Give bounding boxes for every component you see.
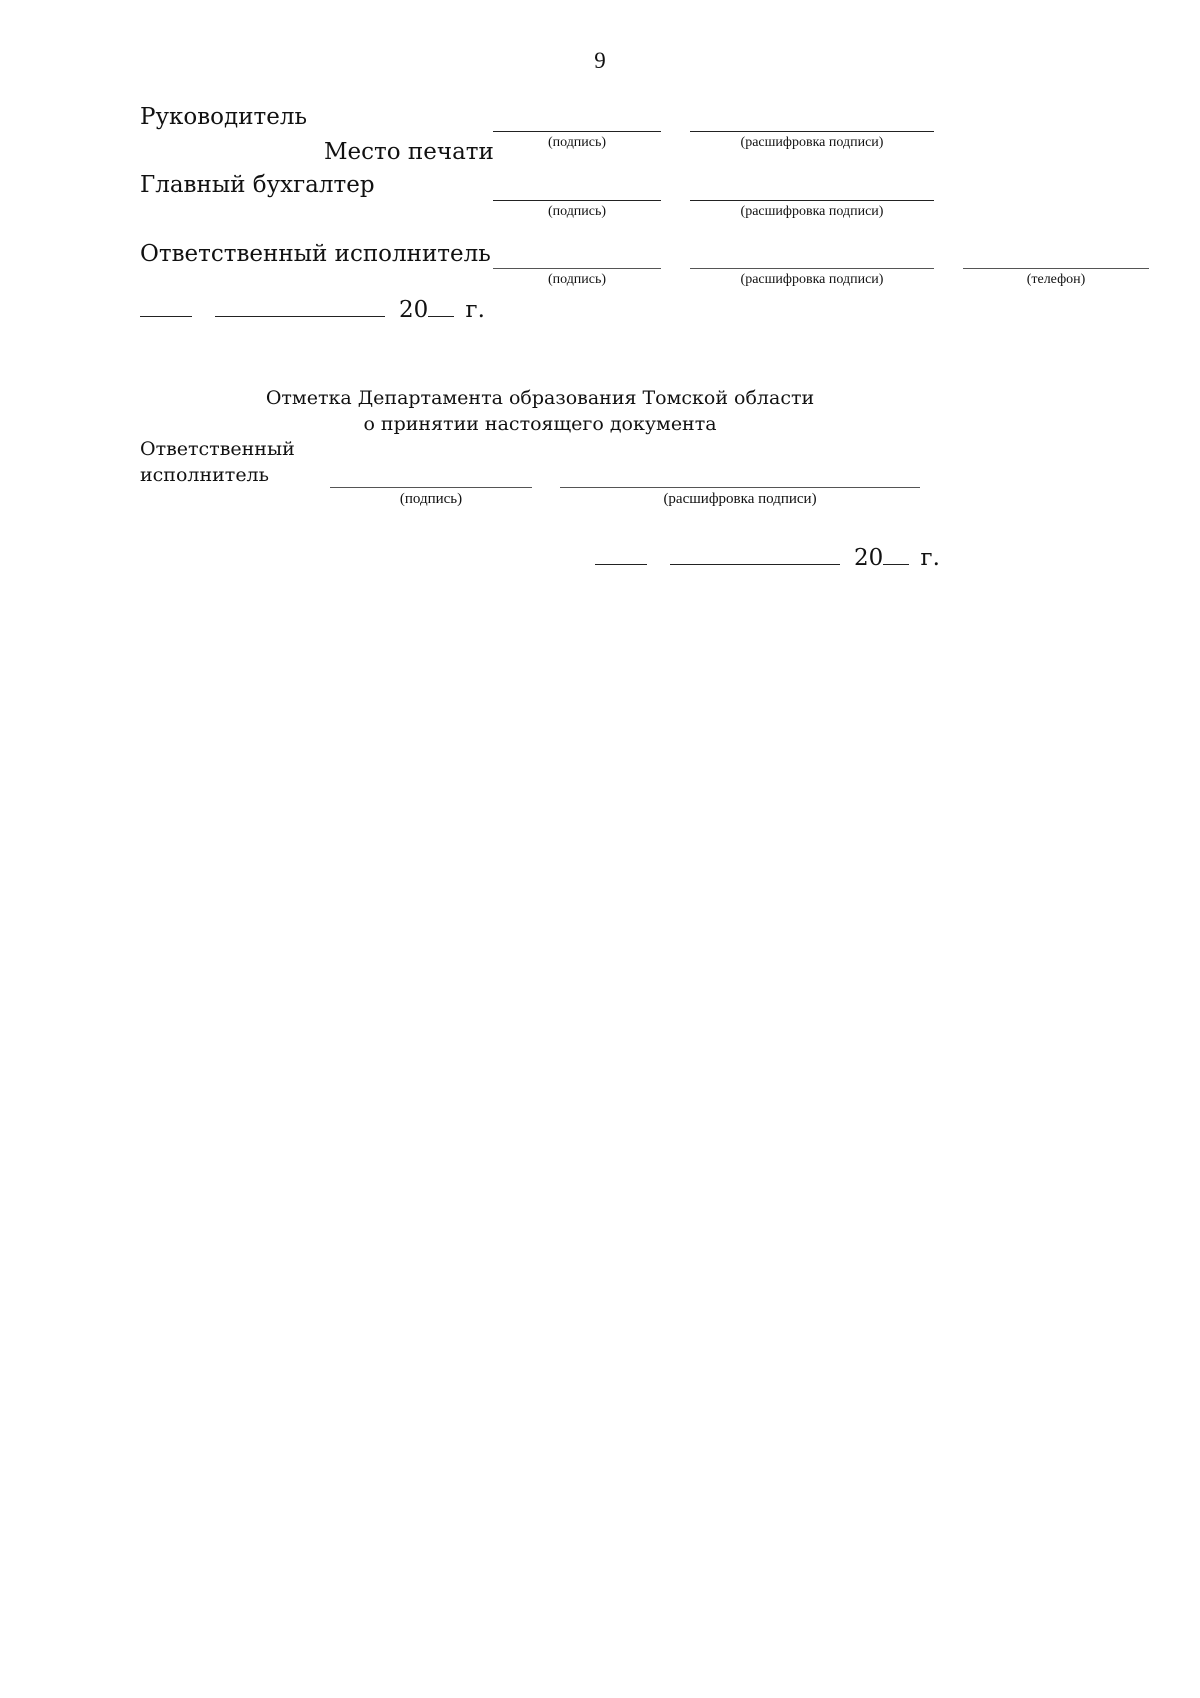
responsible-decoding-caption: (расшифровка подписи) <box>740 272 884 287</box>
department-date-field <box>595 545 940 571</box>
department-signature-caption: (подпись) <box>399 491 463 507</box>
head-label: Руководитель <box>140 104 307 130</box>
date-field <box>140 297 485 323</box>
department-day-blank <box>595 564 647 565</box>
year-suffix: г. <box>465 297 485 323</box>
chief-accountant-decoding-line <box>690 200 934 201</box>
head-decoding-caption: (расшифровка подписи) <box>740 135 884 150</box>
stamp-place-label: Место печати <box>324 139 494 165</box>
head-decoding-line <box>690 131 934 132</box>
chief-accountant-decoding-caption: (расшифровка подписи) <box>740 204 884 219</box>
department-signature-line <box>330 487 532 488</box>
department-responsible-label-line2: исполнитель <box>140 464 269 486</box>
department-decoding-line <box>560 487 920 488</box>
department-decoding-caption: (расшифровка подписи) <box>663 491 817 507</box>
department-month-blank <box>670 564 840 565</box>
chief-accountant-label: Главный бухгалтер <box>140 172 375 198</box>
head-signature-caption: (подпись) <box>547 135 607 150</box>
chief-accountant-signature-line <box>493 200 661 201</box>
day-blank <box>140 316 192 317</box>
responsible-label: Ответственный исполнитель <box>140 241 491 267</box>
month-blank <box>215 316 385 317</box>
chief-accountant-signature-caption: (подпись) <box>547 204 607 219</box>
head-signature-line <box>493 131 661 132</box>
department-year-blank <box>883 564 909 565</box>
responsible-phone-line <box>963 268 1149 269</box>
department-mark-title-line2: о принятии настоящего документа <box>363 413 717 435</box>
responsible-phone-caption: (телефон) <box>1026 272 1086 287</box>
year-prefix: 20 <box>398 297 429 323</box>
responsible-decoding-line <box>690 268 934 269</box>
department-year-prefix: 20 <box>853 545 884 571</box>
responsible-signature-caption: (подпись) <box>547 272 607 287</box>
department-responsible-label-line1: Ответственный <box>140 438 295 460</box>
page-number: 9 <box>594 48 606 73</box>
department-year-suffix: г. <box>920 545 940 571</box>
department-mark-title-line1: Отметка Департамента образования Томской области <box>265 387 815 409</box>
responsible-signature-line <box>493 268 661 269</box>
year-blank <box>428 316 454 317</box>
